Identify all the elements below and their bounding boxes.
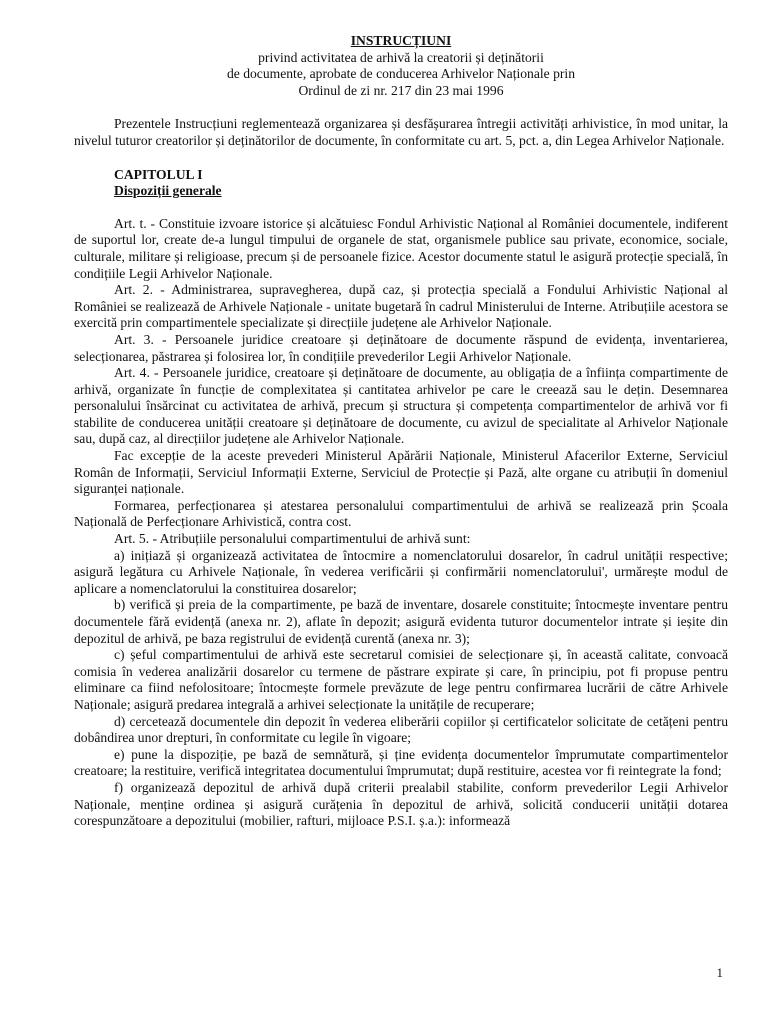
spacer (74, 150, 728, 167)
spacer (74, 200, 728, 216)
article-5-item-a: a) inițiază și organizează activitatea de întocmire a nomenclatorului dosarelor, în cadrul unității respective; asigură legătura cu Arhivele Naționale, în vederea verificării și confirmării nomenclatorului', urmărește modul de aplicare a nomenclatorului la constituirea dosarelor; (74, 547, 728, 596)
article-5-item-f: f) organizează depozitul de arhivă după criterii prealabil stabilite, conform prevederilor Legii Arhivelor Naționale, menține ordinea și asigură curățenia în depozitul de arhivă, solicită conducerii unității dotarea corespunzătoare a depozitului (mobilier, rafturi, mijloace P.S.I. ș.a.): informează (74, 779, 728, 829)
spacer (74, 99, 728, 116)
article-1: Art. t. - Constituie izvoare istorice și alcătuiesc Fondul Arhivistic Național al României documentele, indiferent de suportul lor, create de-a lungul timpului de organele de stat, organismele publice sau private, economice, sociale, culturale, militare și religioase, precum și de persoanele fizice. Acestor documente statul le asigură protecție specială, în condițiile Legii Arhivelor Naționale. (74, 215, 728, 281)
subtitle-line-3: Ordinul de zi nr. 217 din 23 mai 1996 (298, 82, 504, 98)
article-4-exceptions: Fac excepție de la aceste prevederi Ministerul Apărării Naționale, Ministerul Afacerilor Externe, Serviciul Român de Informații, Serviciul Informații Externe, Serviciul de Protecție și Pază, alte organe cu atribuții în domeniul siguranței naționale. (74, 448, 728, 497)
header-block (74, 33, 728, 99)
page-number: 1 (716, 965, 723, 980)
article-5-item-e: e) pune la dispoziție, pe bază de semnătură, și ține evidența documentelor împrumutate compartimentelor creatoare; la restituire, verifică integritatea documentului împrumutat; după restituire, acestea vor fi reintegrate la fond; (74, 746, 728, 779)
article-5-item-b: b) verifică și preia de la compartimente, pe bază de inventare, dosarele constituite; întocmește inventare pentru documentele fără evidență (anexa nr. 2), aflate în depozit; asigură evidenta tuturor documentelor intrate și ieșite din depozitul de arhivă, pe baza registrului de evidență curentă (anexa nr. 3); (74, 597, 728, 646)
article-5: Art. 5. - Atribuțiile personalului compartimentului de arhivă sunt: (114, 531, 471, 547)
article-5-item-d: d) cercetează documentele din depozit în vederea eliberării copiilor și certificatelor solicitate de cetățeni pentru dobândirea unor drepturi, în conformitate cu legile în vigoare; (74, 713, 728, 746)
chapter-subtitle: Dispoziții generale (114, 183, 222, 199)
page-content (74, 33, 728, 830)
article-4-training: Formarea, perfecționarea și atestarea personalului compartimentului de arhivă se realizează prin Școala Națională de Perfecționare Arhivistică, contra cost. (74, 497, 728, 530)
article-5-item-c: c) șeful compartimentului de arhivă este secretarul comisiei de selecționare și, în această calitate, convoacă comisia în vederea analizării dosarelor cu termene de păstrare expirate și care, în principiu, pot fi propuse pentru eliminare ca fiind nefolositoare; întocmește formele prevăzute de lege pentru confirmarea lucrării de către Arhivele Naționale; asigură predarea integrală a arhivei selecționate la unitățile de recuperare; (74, 647, 728, 712)
chapter-label: CAPITOLUL I (114, 166, 203, 182)
article-4: Art. 4. - Persoanele juridice, creatoare și deținătoare de documente, au obligația de a înființa compartimente de arhivă, organizate în funcție de complexitatea și cantitatea arhivelor pe care le creează sau le dețin. Desemnarea personalului însărcinat cu activitatea de arhivă, precum și structura și competența compartimentelor de arhivă vor fi stabilite de conducerea unității creatoare și deținătoare de documente, cu avizul de specialitate al Arhivelor Naționale sau, după caz, al direcțiilor județene ale Arhivelor Naționale. (74, 365, 728, 447)
article-3: Art. 3. - Persoanele juridice creatoare și deținătoare de documente răspund de evidența, inventarierea, selecționarea, păstrarea și folosirea lor, în condițiile prevederilor Legii Arhivelor Naționale. (74, 331, 728, 364)
document-title: INSTRUCȚIUNI (350, 33, 452, 48)
intro-paragraph: Prezentele Instrucțiuni reglementează organizarea și desfășurarea întregii activități arhivistice, în mod unitar, la nivelul tuturor creatorilor și deținătorilor de documente, în conformitate cu art. 5, pct. a, din Legea Arhivelor Naționale. (74, 116, 728, 148)
article-2: Art. 2. - Administrarea, supravegherea, după caz, și protecția specială a Fondului Arhivistic Național al României se realizează de Arhivele Naționale - unitate bugetară în cadrul Ministerului de Interne. Atribuțiile acestora se exercită prin compartimentele specializate și direcțiile județene ale Arhivelor Naționale. (74, 282, 728, 331)
subtitle-line-1: privind activitatea de arhivă la creatorii și deținătorii (258, 49, 544, 65)
subtitle-line-2: de documente, aprobate de conducerea Arhivelor Naționale prin (226, 66, 575, 82)
